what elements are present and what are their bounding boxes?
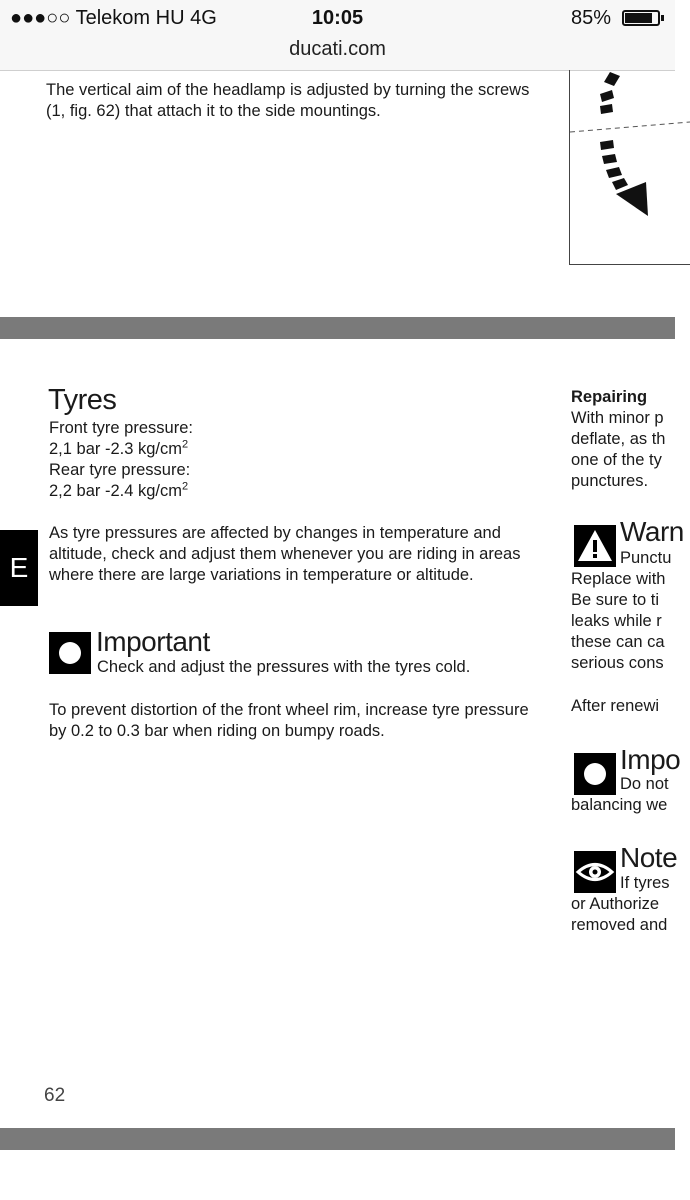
front-tyre-value: 2,1 bar -2.3 $kg/cm^2$ (49, 438, 189, 458)
carrier-signal: ●●●○○ Telekom HU 4G (10, 7, 217, 29)
section-divider (0, 317, 675, 339)
important-line: balancing we (571, 796, 668, 814)
important-heading-right: Impo (620, 744, 681, 775)
battery-percent: 85% (571, 7, 612, 29)
warning-line: these can ca (571, 633, 665, 651)
warning-line: Be sure to ti (571, 591, 660, 609)
note-heading: Note (620, 842, 678, 873)
important-dot-icon (49, 632, 91, 674)
warning-heading: Warn (620, 516, 684, 547)
important-text: Check and adjust the pressures with the tyres cold. (97, 658, 471, 676)
rear-tyre-label: Rear tyre pressure: (49, 461, 191, 479)
note-eye-icon (574, 851, 616, 893)
repairing-column (571, 385, 684, 945)
tyre-pressure-spec (49, 418, 193, 502)
important-dot-icon (574, 753, 616, 795)
warning-line: Punctu (620, 549, 672, 567)
section-tab-e: E (0, 530, 38, 606)
battery-tip (661, 15, 664, 21)
note-line: removed and (571, 916, 668, 934)
section-divider (0, 1128, 675, 1150)
warning-line: Replace with (571, 570, 666, 588)
figure-62 (569, 70, 690, 265)
tyres-heading: Tyres (48, 384, 117, 416)
important-heading: Important (96, 626, 210, 657)
url-text[interactable]: ducati.com (289, 38, 386, 60)
after-renewing-line: After renewi (571, 697, 660, 715)
repairing-heading: Repairing (571, 388, 648, 406)
headlamp-paragraph: The vertical aim of the headlamp is adjusted by turning the screws (1, fig. 62) that attach it to the side mountings. (46, 81, 530, 120)
note-line: If tyres (620, 874, 670, 892)
front-tyre-label: Front tyre pressure: (49, 419, 193, 437)
repairing-line: one of the ty (571, 451, 662, 469)
note-line: or Authorize (571, 895, 660, 913)
important-line: Do not (620, 775, 669, 793)
distortion-paragraph: To prevent distortion of the front wheel rim, increase tyre pressure by 0.2 to 0.3 bar when riding on bumpy roads. (49, 701, 529, 740)
status-time: 10:05 (311, 7, 364, 29)
battery-icon (622, 10, 660, 26)
page-number: 62 (44, 1085, 66, 1106)
repairing-line: With minor p (571, 409, 664, 427)
tyre-variation-paragraph: As tyre pressures are affected by changes in temperature and altitude, check and adjust them whenever you are riding in areas where there are large variations in temperature or altitude. (49, 524, 521, 584)
rear-tyre-value: 2,2 bar -2.4 $kg/cm^2$ (49, 480, 189, 500)
warning-line: leaks while r (571, 612, 662, 630)
warning-line: serious cons (571, 654, 664, 672)
headlamp-aim-arrow-icon (570, 70, 690, 264)
repairing-line: deflate, as th (571, 430, 666, 448)
repairing-line: punctures. (571, 472, 649, 490)
warning-triangle-icon (574, 525, 616, 567)
